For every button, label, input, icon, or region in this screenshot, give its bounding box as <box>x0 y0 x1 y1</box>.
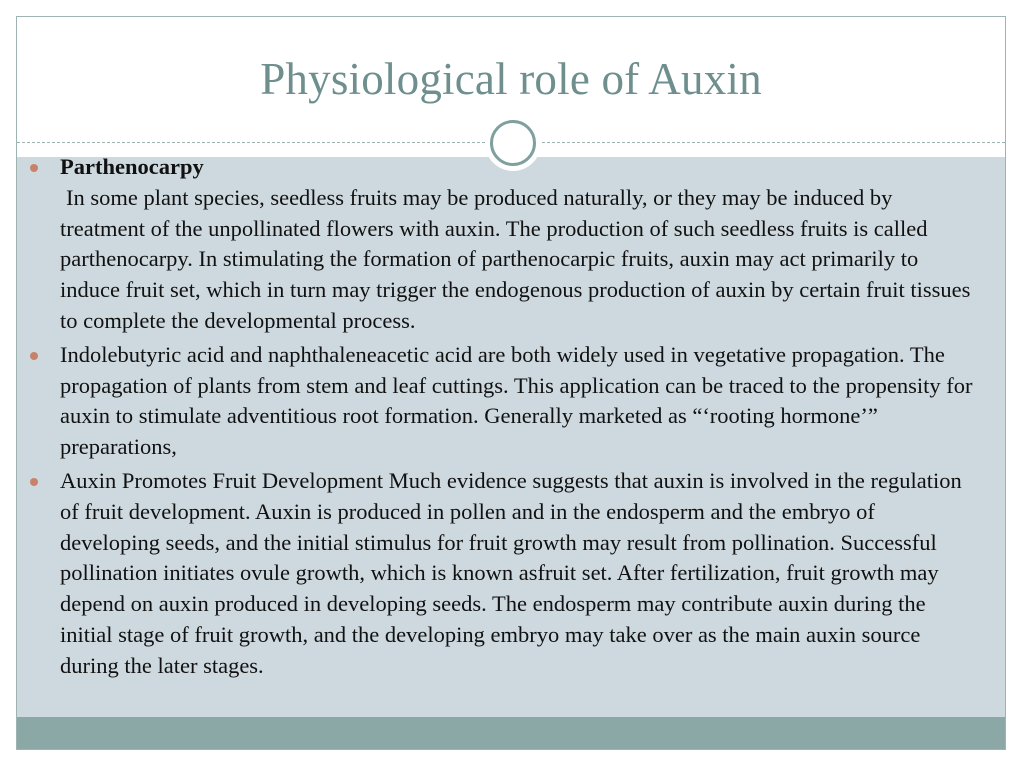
slide-body <box>28 152 978 685</box>
bullet-icon <box>30 352 38 360</box>
item-text: In some plant species, seedless fruits may be produced naturally, or they may be induced by treatment of the unpollinated flowers with auxin. The production of such seedless fruits is called parthenocarpy. In stimulating the formation of parthenocarpic fruits, auxin may act primarily to induce fruit set, which in turn may trigger the endogenous production of auxin by certain fruit tissues to complete the developmental process. <box>60 184 971 333</box>
bullet-icon <box>30 164 38 172</box>
list-item-parthenocarpy <box>28 152 978 337</box>
circle-ornament-icon <box>485 115 541 171</box>
bullet-icon <box>30 478 38 486</box>
slide-title: Physiological role of Auxin <box>260 54 762 104</box>
item-text: Auxin Promotes Fruit Development Much evidence suggests that auxin is involved in the regulation of fruit development. Auxin is produced in pollen and in the endosperm and the embryo of developing seeds, and the initial stimulus for fruit growth may result from pollination. Successful pollination initiates ovule growth, which is known asfruit set. After fertilization, fruit growth may depend on auxin produced in developing seeds. The endosperm may contribute auxin during the initial stage of fruit growth, and the developing embryo may take over as the main auxin source during the later stages. <box>60 467 962 678</box>
list-item-fruit-development <box>28 466 978 682</box>
footer-band <box>17 717 1005 750</box>
item-heading: Parthenocarpy <box>60 154 204 179</box>
item-text: Indolebutyric acid and naphthaleneacetic acid are both widely used in vegetative propagation. The propagation of plants from stem and leaf cuttings. This application can be traced to the propensity for auxin to stimulate adventitious root formation. Generally marketed as “‘rooting hormone’” preparations, <box>60 341 973 460</box>
list-item-propagation <box>28 340 978 463</box>
